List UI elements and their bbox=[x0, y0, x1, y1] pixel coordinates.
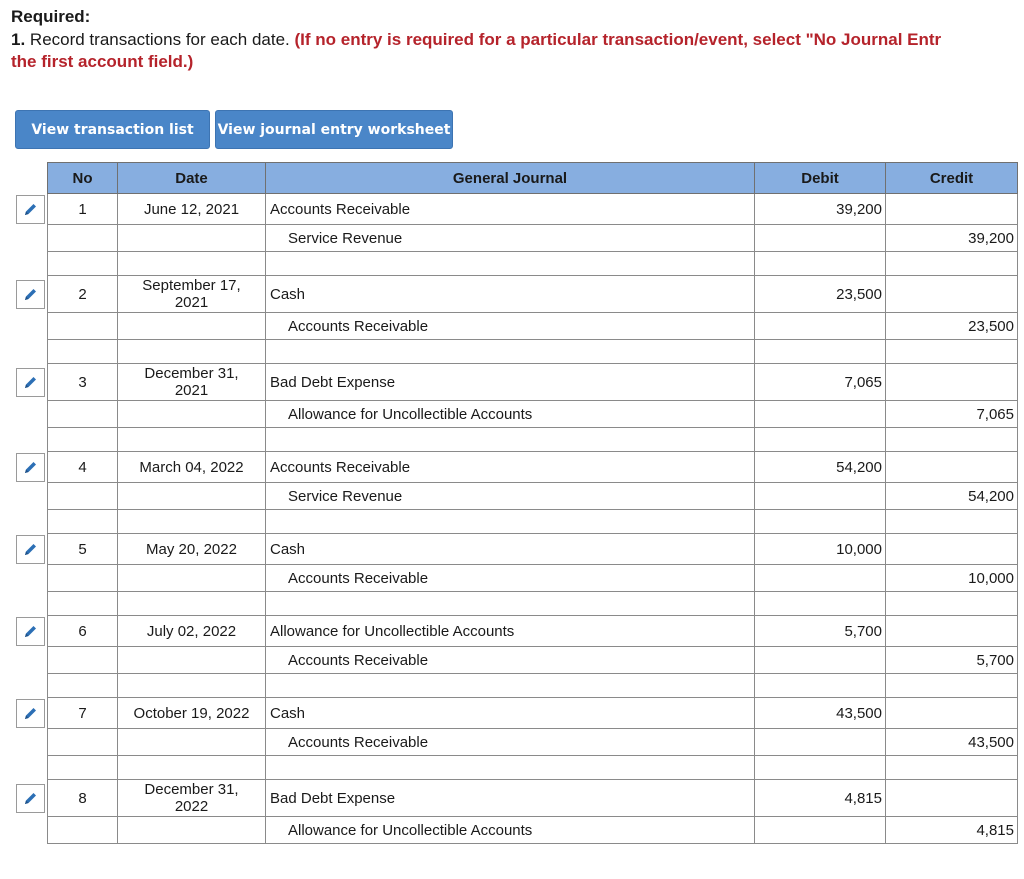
debit-account: Allowance for Uncollectible Accounts bbox=[266, 616, 755, 647]
table-row bbox=[48, 225, 1018, 252]
credit-account: Allowance for Uncollectible Accounts bbox=[266, 401, 755, 428]
edit-entry-button[interactable] bbox=[16, 453, 45, 482]
debit-amount: 5,700 bbox=[755, 616, 886, 647]
credit-account: Accounts Receivable bbox=[266, 565, 755, 592]
table-row-blank bbox=[48, 340, 1018, 364]
credit-amount bbox=[886, 510, 1018, 534]
table-row bbox=[48, 194, 1018, 225]
entry-date-line1: December 31, bbox=[144, 365, 239, 382]
pencil-icon bbox=[22, 201, 39, 218]
credit-amount: 5,700 bbox=[886, 647, 1018, 674]
entry-date-line1: March 04, 2022 bbox=[139, 458, 244, 476]
table-row bbox=[48, 452, 1018, 483]
debit-amount bbox=[755, 225, 886, 252]
debit-amount bbox=[755, 313, 886, 340]
instruction-note-continued: the first account field.) bbox=[11, 52, 194, 71]
pencil-icon bbox=[22, 790, 39, 807]
entry-date bbox=[118, 401, 266, 428]
entry-date bbox=[118, 252, 266, 276]
pencil-icon bbox=[22, 623, 39, 640]
debit-amount: 4,815 bbox=[755, 780, 886, 817]
column-header-no: No bbox=[48, 163, 118, 194]
entry-number: 1 bbox=[48, 194, 118, 225]
entry-date bbox=[118, 452, 266, 483]
table-row bbox=[48, 698, 1018, 729]
debit-amount bbox=[755, 729, 886, 756]
entry-date-line1: September 17, bbox=[142, 277, 241, 294]
entry-number: 7 bbox=[48, 698, 118, 729]
debit-amount bbox=[755, 428, 886, 452]
entry-date-line1: July 02, 2022 bbox=[146, 622, 237, 640]
edit-entry-button[interactable] bbox=[16, 368, 45, 397]
column-header-credit: Credit bbox=[886, 163, 1018, 194]
edit-entry-button[interactable] bbox=[16, 617, 45, 646]
debit-account: Cash bbox=[266, 276, 755, 313]
column-header-general-journal: General Journal bbox=[266, 163, 755, 194]
required-heading: Required: bbox=[11, 7, 91, 26]
table-row bbox=[48, 534, 1018, 565]
general-journal-table bbox=[47, 162, 1018, 844]
pencil-icon bbox=[22, 705, 39, 722]
table-row bbox=[48, 647, 1018, 674]
debit-account: Accounts Receivable bbox=[266, 452, 755, 483]
entry-date bbox=[118, 276, 266, 313]
credit-account: Allowance for Uncollectible Accounts bbox=[266, 817, 755, 844]
entry-number bbox=[48, 592, 118, 616]
entry-number bbox=[48, 674, 118, 698]
credit-account: Accounts Receivable bbox=[266, 313, 755, 340]
pencil-icon bbox=[22, 459, 39, 476]
credit-amount bbox=[886, 340, 1018, 364]
entry-number: 3 bbox=[48, 364, 118, 401]
entry-date bbox=[118, 225, 266, 252]
debit-amount: 54,200 bbox=[755, 452, 886, 483]
view-transaction-list-button[interactable]: View transaction list bbox=[15, 110, 210, 149]
table-row-blank bbox=[48, 428, 1018, 452]
journal-account bbox=[266, 428, 755, 452]
credit-amount: 7,065 bbox=[886, 401, 1018, 428]
credit-account: Accounts Receivable bbox=[266, 647, 755, 674]
table-row-blank bbox=[48, 252, 1018, 276]
journal-account bbox=[266, 340, 755, 364]
entry-date bbox=[118, 780, 266, 817]
credit-amount: 54,200 bbox=[886, 483, 1018, 510]
entry-date bbox=[118, 483, 266, 510]
credit-amount: 39,200 bbox=[886, 225, 1018, 252]
table-row bbox=[48, 616, 1018, 647]
debit-account: Accounts Receivable bbox=[266, 194, 755, 225]
instruction-line bbox=[11, 29, 1024, 51]
debit-account: Cash bbox=[266, 534, 755, 565]
edit-entry-button[interactable] bbox=[16, 195, 45, 224]
column-header-date: Date bbox=[118, 163, 266, 194]
entry-number bbox=[48, 428, 118, 452]
entry-date bbox=[118, 340, 266, 364]
credit-amount bbox=[886, 276, 1018, 313]
journal-account bbox=[266, 756, 755, 780]
credit-amount: 43,500 bbox=[886, 729, 1018, 756]
entry-date bbox=[118, 428, 266, 452]
credit-account: Accounts Receivable bbox=[266, 729, 755, 756]
pencil-icon bbox=[22, 286, 39, 303]
entry-number bbox=[48, 401, 118, 428]
entry-number bbox=[48, 313, 118, 340]
debit-account: Cash bbox=[266, 698, 755, 729]
table-row bbox=[48, 729, 1018, 756]
instruction-text: Record transactions for each date. bbox=[25, 30, 295, 49]
entry-date bbox=[118, 592, 266, 616]
entry-date bbox=[118, 698, 266, 729]
entry-date bbox=[118, 510, 266, 534]
debit-amount bbox=[755, 340, 886, 364]
journal-account bbox=[266, 510, 755, 534]
credit-account: Service Revenue bbox=[266, 225, 755, 252]
journal-body bbox=[48, 194, 1018, 844]
journal-account bbox=[266, 252, 755, 276]
debit-amount bbox=[755, 756, 886, 780]
entry-number: 6 bbox=[48, 616, 118, 647]
entry-date-line1: December 31, bbox=[144, 781, 239, 798]
credit-amount: 10,000 bbox=[886, 565, 1018, 592]
table-row bbox=[48, 780, 1018, 817]
credit-amount bbox=[886, 616, 1018, 647]
credit-amount: 4,815 bbox=[886, 817, 1018, 844]
entry-date bbox=[118, 313, 266, 340]
entry-date bbox=[118, 565, 266, 592]
column-header-debit: Debit bbox=[755, 163, 886, 194]
debit-amount bbox=[755, 401, 886, 428]
debit-amount: 10,000 bbox=[755, 534, 886, 565]
entry-date bbox=[118, 674, 266, 698]
debit-amount: 39,200 bbox=[755, 194, 886, 225]
entry-number bbox=[48, 565, 118, 592]
entry-number bbox=[48, 817, 118, 844]
credit-amount bbox=[886, 674, 1018, 698]
journal-account bbox=[266, 592, 755, 616]
entry-number: 4 bbox=[48, 452, 118, 483]
instruction-number: 1. bbox=[11, 30, 26, 49]
entry-date bbox=[118, 729, 266, 756]
edit-entry-button[interactable] bbox=[16, 535, 45, 564]
table-row bbox=[48, 565, 1018, 592]
debit-amount bbox=[755, 817, 886, 844]
credit-amount bbox=[886, 780, 1018, 817]
debit-amount bbox=[755, 592, 886, 616]
edit-entry-button[interactable] bbox=[16, 699, 45, 728]
debit-amount bbox=[755, 510, 886, 534]
table-row bbox=[48, 364, 1018, 401]
entry-date bbox=[118, 817, 266, 844]
entry-number bbox=[48, 225, 118, 252]
entry-number bbox=[48, 483, 118, 510]
debit-amount: 23,500 bbox=[755, 276, 886, 313]
table-row bbox=[48, 313, 1018, 340]
entry-date bbox=[118, 616, 266, 647]
debit-amount bbox=[755, 647, 886, 674]
entry-number: 8 bbox=[48, 780, 118, 817]
entry-date bbox=[118, 534, 266, 565]
table-row-blank bbox=[48, 756, 1018, 780]
table-row bbox=[48, 276, 1018, 313]
credit-amount bbox=[886, 452, 1018, 483]
entry-number bbox=[48, 729, 118, 756]
view-journal-entry-worksheet-button[interactable]: View journal entry worksheet bbox=[215, 110, 453, 149]
edit-entry-button[interactable] bbox=[16, 280, 45, 309]
table-row-blank bbox=[48, 510, 1018, 534]
credit-amount bbox=[886, 592, 1018, 616]
entry-number bbox=[48, 647, 118, 674]
entry-date bbox=[118, 756, 266, 780]
credit-amount bbox=[886, 252, 1018, 276]
entry-number: 2 bbox=[48, 276, 118, 313]
entry-date-line2: 2021 bbox=[174, 294, 209, 311]
pencil-icon bbox=[22, 374, 39, 391]
entry-number bbox=[48, 252, 118, 276]
entry-number bbox=[48, 340, 118, 364]
table-row bbox=[48, 817, 1018, 844]
table-row-blank bbox=[48, 674, 1018, 698]
credit-amount bbox=[886, 698, 1018, 729]
entry-date bbox=[118, 647, 266, 674]
entry-date-line1: May 20, 2022 bbox=[146, 540, 237, 558]
debit-amount bbox=[755, 483, 886, 510]
credit-account: Service Revenue bbox=[266, 483, 755, 510]
entry-date bbox=[118, 364, 266, 401]
debit-amount: 43,500 bbox=[755, 698, 886, 729]
entry-date-line1: June 12, 2021 bbox=[143, 200, 240, 218]
credit-amount bbox=[886, 194, 1018, 225]
table-row bbox=[48, 483, 1018, 510]
entry-number bbox=[48, 510, 118, 534]
credit-amount bbox=[886, 534, 1018, 565]
entry-number: 5 bbox=[48, 534, 118, 565]
debit-amount bbox=[755, 565, 886, 592]
credit-amount: 23,500 bbox=[886, 313, 1018, 340]
table-row bbox=[48, 401, 1018, 428]
debit-amount: 7,065 bbox=[755, 364, 886, 401]
credit-amount bbox=[886, 428, 1018, 452]
table-row-blank bbox=[48, 592, 1018, 616]
entry-date-line1: October 19, 2022 bbox=[133, 704, 250, 722]
debit-account: Bad Debt Expense bbox=[266, 780, 755, 817]
credit-amount bbox=[886, 364, 1018, 401]
credit-amount bbox=[886, 756, 1018, 780]
debit-amount bbox=[755, 674, 886, 698]
entry-date-line2: 2021 bbox=[174, 382, 209, 399]
debit-amount bbox=[755, 252, 886, 276]
table-header-row bbox=[48, 163, 1018, 194]
instruction-note: (If no entry is required for a particular transaction/event, select "No Journal Entr bbox=[294, 30, 942, 49]
edit-entry-button[interactable] bbox=[16, 784, 45, 813]
entry-date-line2: 2022 bbox=[174, 798, 209, 815]
pencil-icon bbox=[22, 541, 39, 558]
journal-account bbox=[266, 674, 755, 698]
entry-date bbox=[118, 194, 266, 225]
entry-number bbox=[48, 756, 118, 780]
debit-account: Bad Debt Expense bbox=[266, 364, 755, 401]
